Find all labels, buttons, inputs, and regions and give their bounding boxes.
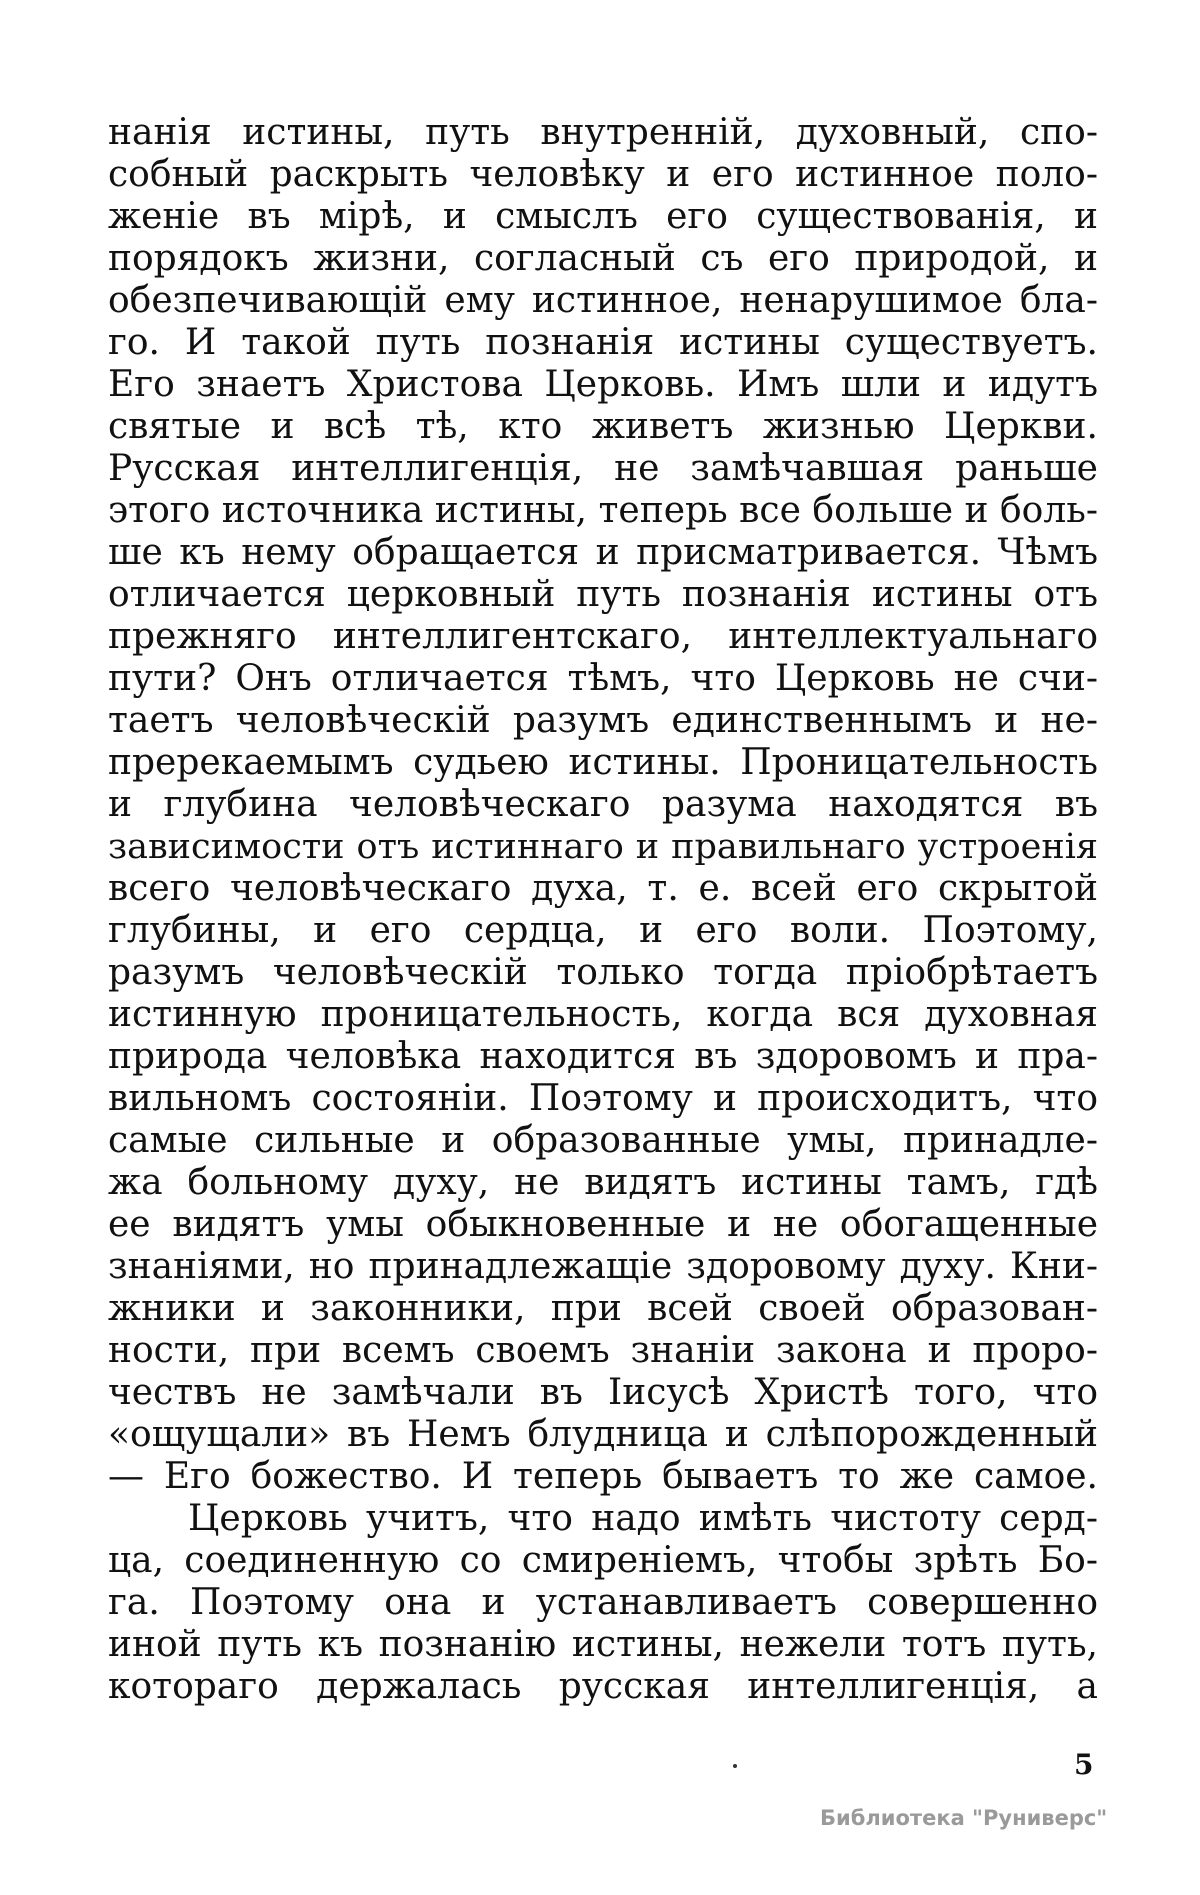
text-line: и глубина человѣческаго разума находятся въ — [108, 784, 1098, 825]
text-line: собный раскрыть человѣку и его истинное поло- — [108, 154, 1098, 195]
page-number: 5 — [1074, 1748, 1094, 1781]
text-line: порядокъ жизни, согласный съ его природой, и — [108, 238, 1098, 279]
text-line: вильномъ состояніи. Поэтому и происходитъ, что — [108, 1078, 1098, 1119]
text-line: ности, при всемъ своемъ знаніи закона и проро- — [108, 1330, 1098, 1371]
text-line: глубины, и его сердца, и его воли. Поэтому, — [108, 910, 1098, 951]
text-line: зависимости отъ истиннаго и правильнаго устроенія — [108, 827, 1098, 867]
paragraph-first-line: Церковь учитъ, что надо имѣть чистоту серд- — [188, 1498, 1098, 1539]
text-line: нанія истины, путь внутренній, духовный, спо- — [108, 112, 1098, 153]
text-line: разумъ человѣческій только тогда пріобрѣтаетъ — [108, 952, 1098, 993]
text-line: чествъ не замѣчали въ Іисусѣ Христѣ того, что — [108, 1372, 1098, 1413]
text-line: жники и законники, при всей своей образован- — [108, 1288, 1098, 1329]
text-line: знаніями, но принадлежащіе здоровому духу. Кни- — [108, 1246, 1098, 1287]
scan-speck — [733, 1764, 737, 1768]
library-watermark: Библиотека "Руниверс" — [820, 1806, 1108, 1830]
text-line: го. И такой путь познанія истины существуетъ. — [108, 322, 1098, 363]
text-line: Русская интеллигенція, не замѣчавшая раньше — [108, 448, 1098, 489]
text-line: га. Поэтому она и устанавливаетъ совершенно — [108, 1582, 1098, 1623]
text-line: ца, соединенную со смиреніемъ, чтобы зрѣть Бо- — [108, 1540, 1098, 1581]
text-line: жа больному духу, не видятъ истины тамъ, гдѣ — [108, 1162, 1098, 1203]
text-line: пути? Онъ отличается тѣмъ, что Церковь не счи- — [108, 658, 1098, 699]
text-line: истинную проницательность, когда вся духовная — [108, 994, 1098, 1035]
text-line: пререкаемымъ судьею истины. Проницательность — [108, 742, 1098, 783]
text-line: всего человѣческаго духа, т. е. всей его скрытой — [108, 868, 1098, 909]
text-line: котораго держалась русская интеллигенція, а — [108, 1666, 1098, 1707]
text-line: — Его божество. И теперь бываетъ то же самое. — [108, 1456, 1098, 1497]
text-line: природа человѣка находится въ здоровомъ и пра- — [108, 1036, 1098, 1077]
text-line: ше къ нему обращается и присматривается. Чѣмъ — [108, 532, 1098, 573]
text-line: прежняго интеллигентскаго, интеллектуальнаго — [108, 616, 1098, 657]
text-line: обезпечивающій ему истинное, ненарушимое бла- — [108, 280, 1098, 321]
text-line: самые сильные и образованные умы, принадле- — [108, 1120, 1098, 1161]
text-line: «ощущали» въ Немъ блудница и слѣпорожденный — [108, 1414, 1098, 1455]
text-line: женіе въ мірѣ, и смыслъ его существованія, и — [108, 196, 1098, 237]
book-page-text — [108, 112, 1098, 1708]
text-line: отличается церковный путь познанія истины отъ — [108, 574, 1098, 615]
text-line: таетъ человѣческій разумъ единственнымъ и не- — [108, 700, 1098, 741]
text-line: этого источника истины, теперь все больше и боль- — [108, 490, 1098, 531]
text-line: иной путь къ познанію истины, нежели тотъ путь, — [108, 1624, 1098, 1665]
text-line: ее видятъ умы обыкновенные и не обогащенные — [108, 1204, 1098, 1245]
text-line: Его знаетъ Христова Церковь. Имъ шли и идутъ — [108, 364, 1098, 405]
text-line: святые и всѣ тѣ, кто живетъ жизнью Церкви. — [108, 406, 1098, 447]
